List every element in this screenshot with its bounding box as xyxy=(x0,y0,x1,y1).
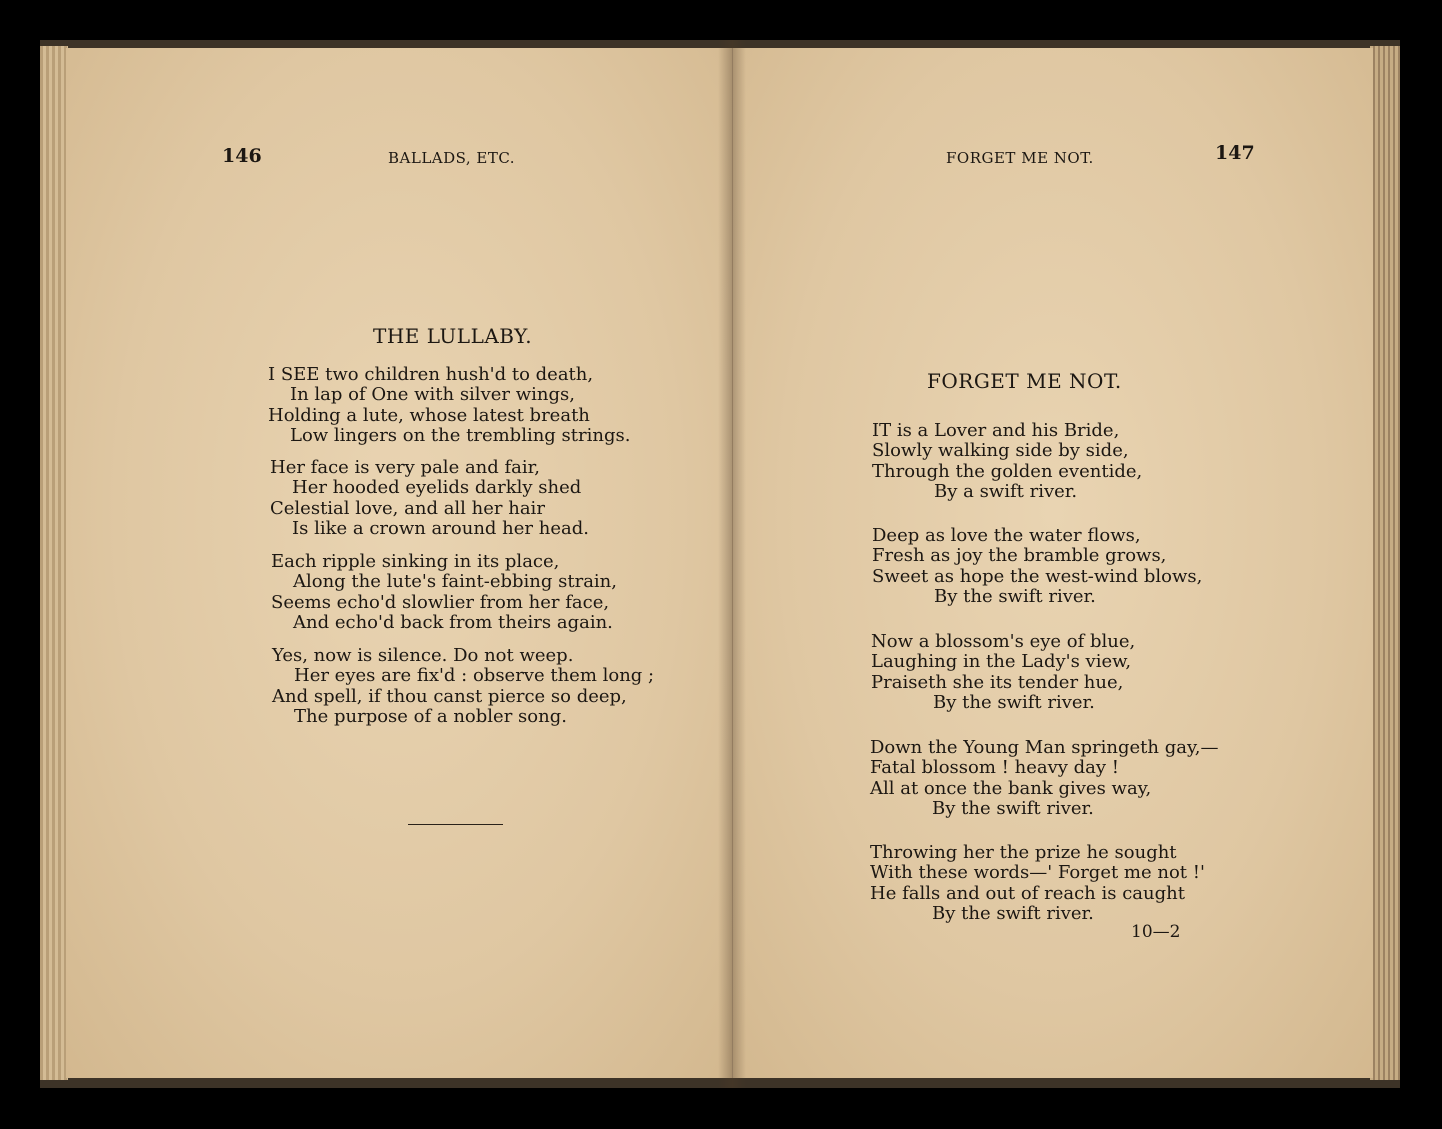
verse-line: Sweet as hope the west-wind blows, xyxy=(872,565,1203,587)
verse-line: And echo'd back from theirs again. xyxy=(293,611,613,633)
poem-title-lullaby: THE LULLABY. xyxy=(373,324,533,348)
verse-line: Her face is very pale and fair, xyxy=(270,457,541,478)
verse-line: I SEE two children hush'd to death, xyxy=(268,364,594,385)
lullaby-stanza-2 xyxy=(270,458,589,539)
verse-line: In lap of One with silver wings, xyxy=(290,384,575,406)
running-head-left: BALLADS, ETC. xyxy=(388,149,516,167)
verse-line: Each ripple sinking in its place, xyxy=(271,551,560,572)
verse-line: Through the golden eventide, xyxy=(872,460,1143,482)
page-number-left: 146 xyxy=(222,145,262,167)
verse-line: IT is a Lover and his Bride, xyxy=(872,420,1120,441)
lullaby-stanza-3 xyxy=(271,552,617,633)
verse-line: Throwing her the prize he sought xyxy=(870,842,1177,863)
verse-line: By a swift river. xyxy=(934,480,1078,502)
verse-line: Holding a lute, whose latest breath xyxy=(268,404,590,426)
verse-line: Laughing in the Lady's view, xyxy=(871,651,1132,673)
page-number-right: 147 xyxy=(1215,142,1255,164)
verse-line: Is like a crown around her head. xyxy=(292,517,589,539)
verse-line: By the swift river. xyxy=(932,797,1094,819)
poem-title-forget-me-not: FORGET ME NOT. xyxy=(927,369,1122,393)
left-page-edges xyxy=(40,46,68,1080)
signature-mark: 10—2 xyxy=(1131,922,1181,942)
verse-line: The purpose of a nobler song. xyxy=(294,705,567,727)
verse-line: And spell, if thou canst pierce so deep, xyxy=(272,685,627,707)
verse-line: Deep as love the water flows, xyxy=(872,525,1141,546)
verse-line: Down the Young Man springeth gay,— xyxy=(870,737,1219,758)
verse-line: By the swift river. xyxy=(932,902,1094,924)
verse-line: Fresh as joy the bramble grows, xyxy=(872,545,1167,567)
forget-stanza-4 xyxy=(870,738,1218,819)
verse-line: Along the lute's faint-ebbing strain, xyxy=(293,571,617,593)
lullaby-stanza-1 xyxy=(268,365,630,446)
verse-line: Now a blossom's eye of blue, xyxy=(871,631,1136,652)
forget-stanza-3 xyxy=(871,632,1135,713)
verse-line: He falls and out of reach is caught xyxy=(870,882,1185,904)
verse-line: Praiseth she its tender hue, xyxy=(871,671,1124,693)
verse-line: Her hooded eyelids darkly shed xyxy=(292,477,582,499)
verse-line: With these words—' Forget me not !' xyxy=(870,862,1205,884)
forget-stanza-1 xyxy=(872,421,1142,502)
verse-line: All at once the bank gives way, xyxy=(870,777,1152,799)
verse-line: Slowly walking side by side, xyxy=(872,440,1129,462)
verse-line: Fatal blossom ! heavy day ! xyxy=(870,757,1120,779)
end-rule xyxy=(408,824,503,825)
right-page-edges xyxy=(1370,46,1400,1080)
forget-stanza-5 xyxy=(870,843,1205,924)
book-gutter xyxy=(718,40,746,1088)
verse-line: Seems echo'd slowlier from her face, xyxy=(271,591,610,613)
running-head-right: FORGET ME NOT. xyxy=(946,149,1094,167)
forget-stanza-2 xyxy=(872,526,1202,607)
lullaby-stanza-4 xyxy=(272,646,654,727)
verse-line: Her eyes are fix'd : observe them long ; xyxy=(294,665,655,687)
verse-line: Yes, now is silence. Do not weep. xyxy=(272,645,574,666)
verse-line: Low lingers on the trembling strings. xyxy=(290,424,631,446)
verse-line: By the swift river. xyxy=(933,691,1095,713)
verse-line: Celestial love, and all her hair xyxy=(270,497,545,519)
verse-line: By the swift river. xyxy=(934,585,1096,607)
